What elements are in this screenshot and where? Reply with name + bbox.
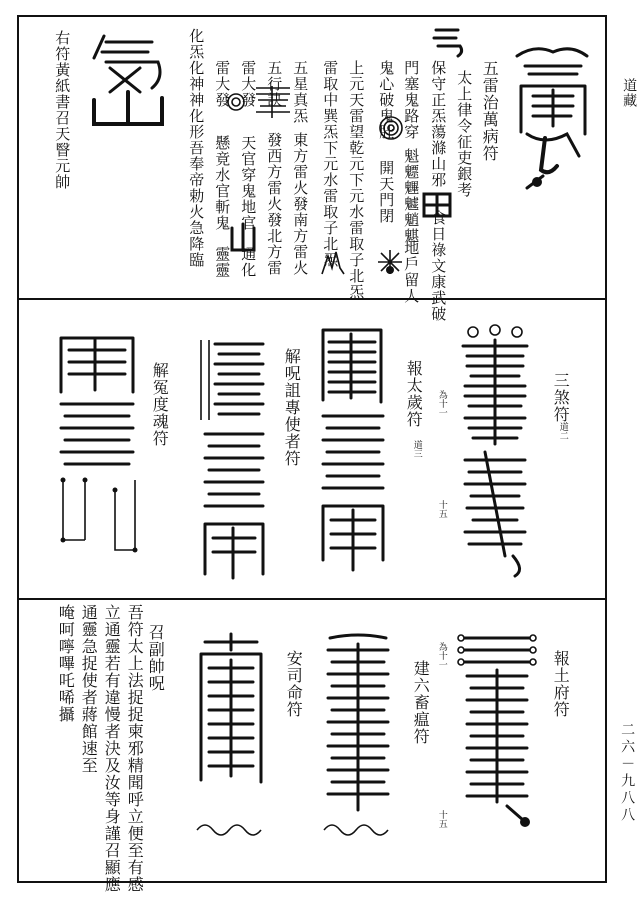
text-col-4b: 魁魒魓魖魈魌 xyxy=(402,148,421,244)
shan-glyph-small xyxy=(228,222,258,256)
qi-glyph xyxy=(428,22,468,58)
text-col-8b: 東方雷火發南方雷火 xyxy=(291,132,310,276)
starburst-icon xyxy=(376,248,404,276)
page-number: 二六－九八八 xyxy=(619,722,636,824)
talisman-ansi xyxy=(195,630,270,860)
talisman-jiejue xyxy=(55,330,140,560)
title-wulei: 五雷治萬病符 xyxy=(480,60,500,162)
talisman-sansha xyxy=(455,320,535,580)
text-col-7: 雷取中巽炁下元水雷取子北炁 xyxy=(321,60,340,268)
collection-label: 道藏 xyxy=(621,78,638,108)
talisman-wulei xyxy=(505,38,595,188)
spiral-icon-2 xyxy=(226,92,246,112)
label-sansha: 三煞符 xyxy=(551,372,571,423)
label-baotaisui-tag: 道三 xyxy=(411,440,422,458)
tian-glyph xyxy=(420,190,456,220)
mantra-line-1: 吾符太上法捉捉柬邪精聞呼立便至有感 xyxy=(125,604,145,893)
label-jianliu: 建六畜瘟符 xyxy=(411,660,431,745)
talisman-baotu xyxy=(455,630,540,830)
label-sansha-tag: 道二 xyxy=(557,422,568,440)
talisman-qishan xyxy=(82,28,172,128)
divider-top xyxy=(17,298,607,300)
text-col-8a: 五星真炁 xyxy=(291,60,310,124)
text-col-9b: 發西方雷火發北方雷 xyxy=(265,132,284,276)
small-note-1: 為十一 xyxy=(436,390,447,417)
label-jianliu-tag: 為十一 xyxy=(436,642,447,669)
text-col-11b: 懸竟水官斬鬼 xyxy=(213,135,232,231)
text-col-12: 化炁化神神化形吾奉帝勅火急降臨 xyxy=(187,28,206,268)
text-col-4a: 門塞鬼路穿 xyxy=(402,60,421,140)
text-col-3a: 保守正炁蕩滌山邪 xyxy=(429,60,448,188)
mantra-line-4: 唵呵嚀嗶吒唏攝 xyxy=(56,604,76,723)
talisman-baotaisui xyxy=(315,320,390,580)
talisman-jiezhou xyxy=(195,330,270,580)
text-col-10b: 天官穿鬼地官 xyxy=(239,135,258,231)
small-note-2: 十五 xyxy=(436,500,447,518)
text-col-10c: 通化 xyxy=(239,246,258,278)
text-col-11c: 靈靈 xyxy=(213,246,232,278)
note-yellow-paper: 右符黃紙書召天瞖元帥 xyxy=(53,30,72,190)
divider-bottom xyxy=(17,598,607,600)
text-col-3b: 食日祿文康武破 xyxy=(429,210,448,322)
label-jiejue: 解冤度魂符 xyxy=(150,362,170,447)
label-jiezhou: 解呪詛專使者符 xyxy=(282,348,302,467)
small-note-3: 十五 xyxy=(436,810,447,828)
seal-glyph-small xyxy=(252,82,294,122)
mantra-line-2: 立通靈若有違慢者決及汝等身謹召顯應 xyxy=(102,604,122,893)
label-zhaofu: 召副帥呪 xyxy=(146,624,166,692)
label-ansi: 安司命符 xyxy=(284,650,304,718)
text-col-4c: 地戶留人 xyxy=(402,240,421,304)
text-col-5a: 鬼心破鬼肚 xyxy=(377,60,396,140)
text-col-10a: 雷大發 xyxy=(239,60,258,108)
mantra-line-3: 通靈急捉使者蔣館速至 xyxy=(79,604,99,774)
label-baotaisui: 報太歲符 xyxy=(404,360,424,428)
text-col-5b: 開天門閉 xyxy=(377,160,396,224)
text-col-2: 太上律令征吏銀考 xyxy=(455,70,474,198)
talisman-jianliu xyxy=(320,630,395,860)
text-col-11a: 雷大發 xyxy=(213,60,232,108)
flame-icon xyxy=(318,248,348,278)
label-baotu: 報土府符 xyxy=(551,650,571,718)
text-col-9a: 五行訣 xyxy=(265,60,284,108)
text-col-6: 上元天雷望乾元下元水雷取子北炁 xyxy=(347,60,366,300)
